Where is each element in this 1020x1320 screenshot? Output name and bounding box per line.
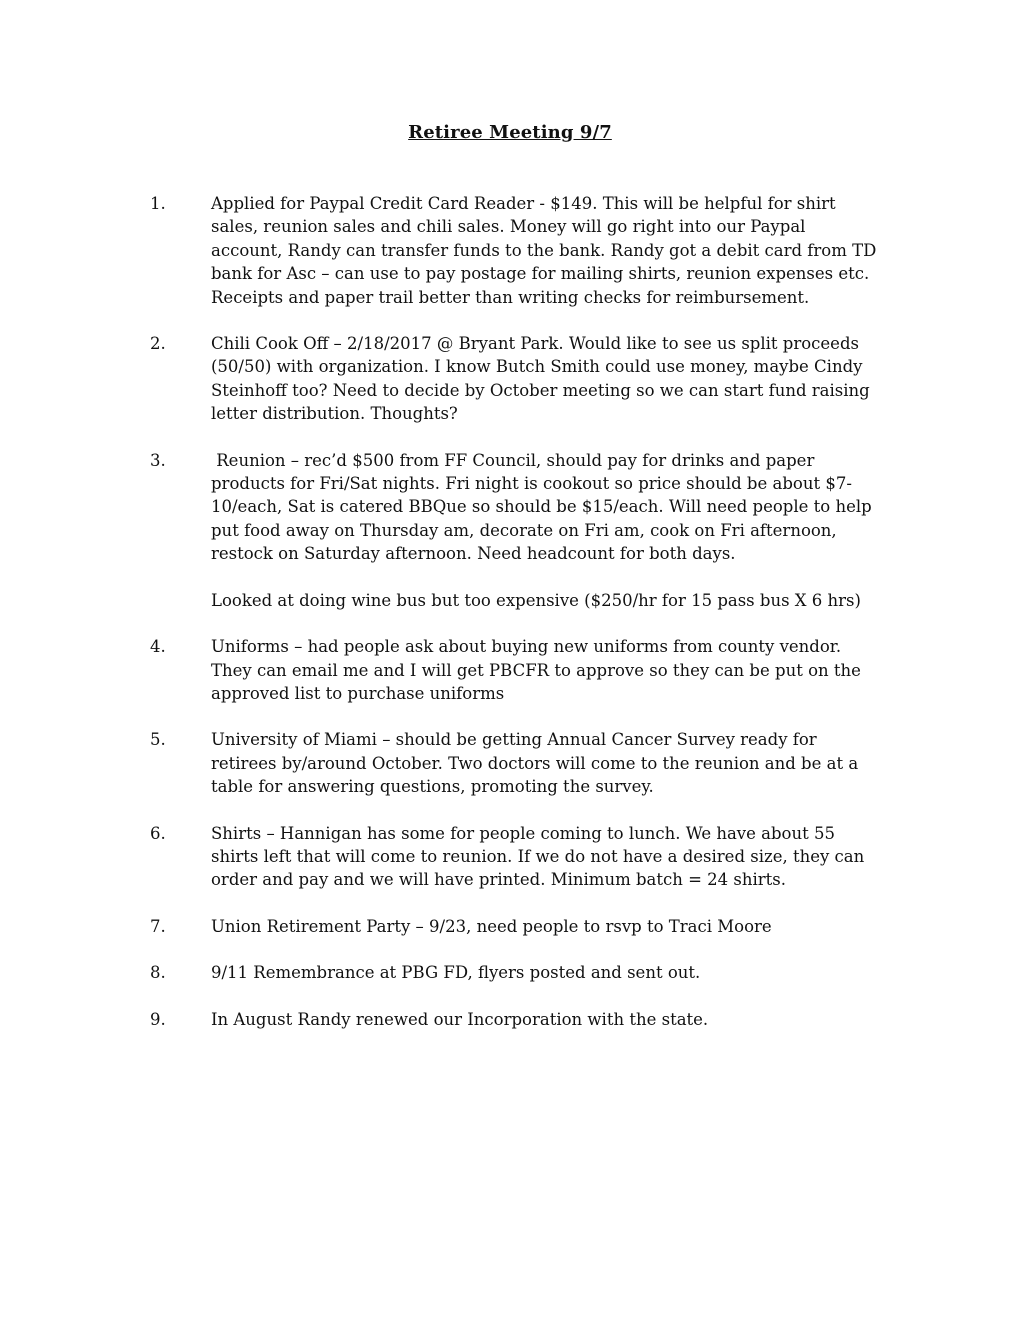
- list-item: [150, 915, 880, 938]
- document-title: Retiree Meeting 9/7: [408, 122, 612, 143]
- list-item: [150, 332, 880, 426]
- item-number: 3.: [150, 450, 166, 470]
- item-number: 5.: [150, 730, 166, 750]
- item-number: 6.: [150, 823, 166, 843]
- item-text: Applied for Paypal Credit Card Reader - $149. This will be helpful for shirt sales, reunion sales and chili sales. Money will go right into our Paypal account, Randy can transfer funds to the bank. Randy got a debit card from TD bank for Asc – can use to pay postage for mailing shirts, reunion expenses etc. Receipts and paper trail better than writing checks for reimbursement.: [211, 194, 877, 307]
- list-item: [150, 822, 880, 892]
- item-text: Union Retirement Party – 9/23, need people to rsvp to Traci Moore: [211, 916, 772, 936]
- item-text: 9/11 Remembrance at PBG FD, flyers posted and sent out.: [211, 963, 701, 983]
- item-text: University of Miami – should be getting Annual Cancer Survey ready for retirees by/around October. Two doctors will come to the reunion and be at a table for answering questions, promoting the survey.: [211, 730, 859, 797]
- meeting-items-list: [150, 192, 880, 1054]
- item-number: 4.: [150, 637, 166, 657]
- item-number: 8.: [150, 963, 166, 983]
- list-item: [150, 728, 880, 798]
- item-number: 2.: [150, 334, 166, 354]
- item-text: Reunion – rec’d $500 from FF Council, should pay for drinks and paper products for Fri/Sat nights. Fri night is cookout so price should be about $7-10/each, Sat is catered BBQue so should be $15/each. Will need people to help put food away on Thursday am, decorate on Fri am, cook on Fri afternoon, restock on Saturday afternoon. Need headcount for both days.: [211, 450, 877, 564]
- list-item: [150, 961, 880, 984]
- list-item: [150, 449, 880, 612]
- item-number: 1.: [150, 194, 166, 213]
- list-item: [150, 192, 880, 309]
- item-text: In August Randy renewed our Incorporation with the state.: [211, 1009, 709, 1029]
- list-item: [150, 635, 880, 705]
- item-text: Uniforms – had people ask about buying new uniforms from county vendor. They can email me and I will get PBCFR to approve so they can be put on the approved list to purchase uniforms: [211, 637, 861, 703]
- item-number: 9.: [150, 1009, 166, 1029]
- item-text: Looked at doing wine bus but too expensive ($250/hr for 15 pass bus X 6 hrs): [211, 590, 861, 610]
- item-number: 7.: [150, 916, 166, 936]
- item-text: Chili Cook Off – 2/18/2017 @ Bryant Park. Would like to see us split proceeds (50/50) with organization. I know Butch Smith could use money, maybe Cindy Steinhoff too? Need to decide by October meeting so we can start fund raising letter distribution. Thoughts?: [211, 334, 870, 424]
- list-item: [150, 1008, 880, 1031]
- item-text: Shirts – Hannigan has some for people coming to lunch. We have about 55 shirts left that will come to reunion. If we do not have a desired size, they can order and pay and we will have printed. Minimum batch = 24 shirts.: [211, 823, 865, 890]
